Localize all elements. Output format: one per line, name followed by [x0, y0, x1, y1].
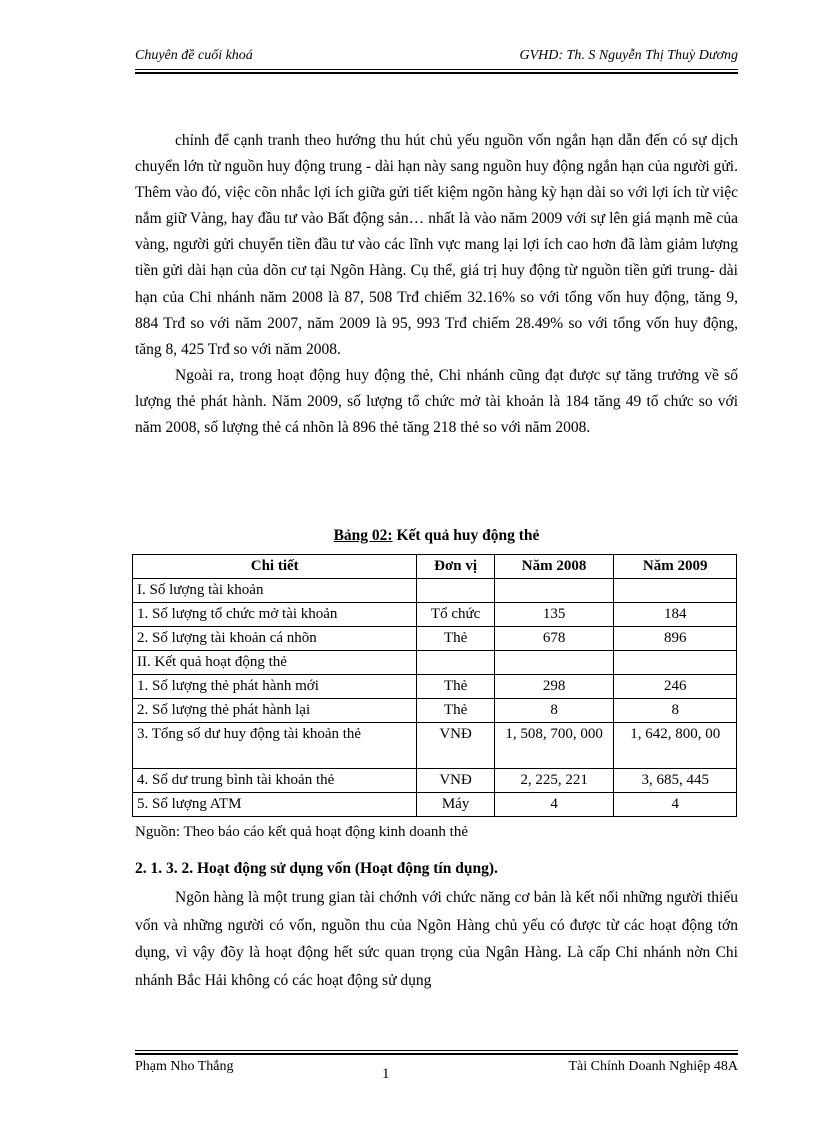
table-label: Bảng 02:	[333, 527, 393, 544]
value-2008: 678	[494, 627, 614, 651]
page-header	[135, 48, 738, 68]
column-header: Năm 2009	[614, 555, 737, 579]
value-2009: 4	[614, 793, 737, 817]
value-2008	[494, 651, 614, 675]
table-row	[133, 699, 737, 723]
unit-cell: Thẻ	[417, 699, 494, 723]
row-label: 1. Số lượng thẻ phát hành mới	[133, 675, 417, 699]
paragraph: Ngoài ra, trong hoạt động huy động thẻ, Chi nhánh cũng đạt được sự tăng trưởng về số lượng thẻ phát hành. Năm 2009, số lượng tổ chức mở tài khoản là 184 tăng 49 tổ chức so với năm 2008, số lượng thẻ cá nhõn là 896 thẻ tăng 218 thẻ so với năm 2008.	[135, 366, 738, 437]
unit-cell: Máy	[417, 793, 494, 817]
column-header: Chi tiết	[133, 555, 417, 579]
value-2008	[494, 579, 614, 603]
table-row	[133, 651, 737, 675]
row-label: 2. Số lượng tài khoản cá nhõn	[133, 627, 417, 651]
page-number: 1	[382, 1066, 390, 1082]
table-row	[133, 793, 737, 817]
row-label: 4. Số dư trung bình tài khoản thẻ	[133, 769, 417, 793]
value-2009: 184	[614, 603, 737, 627]
value-2008: 2, 225, 221	[494, 769, 614, 793]
table-caption: Kết quả huy động thẻ	[392, 527, 540, 544]
value-2008: 1, 508, 700, 000	[494, 723, 614, 769]
paragraph: Ngõn hàng là một trung gian tài chớnh với chức năng cơ bản là kết nối những người thiếu vốn và những người có vốn, nguồn thu của Ngõn Hàng chủ yếu có được từ các hoạt động tớn dụng, vì vậy đõy là hoạt động hết sức quan trọng của Ngân Hàng. Là cấp Chi nhánh nờn Chi nhánh Bắc Hải không có các hoạt động sử dụng	[135, 889, 738, 989]
value-2009: 246	[614, 675, 737, 699]
value-2008: 4	[494, 793, 614, 817]
body-text	[135, 128, 738, 441]
table-source: Nguồn: Theo báo cáo kết quả hoạt động kinh doanh thẻ	[135, 824, 468, 840]
table-row	[133, 627, 737, 651]
row-label: 1. Số lượng tổ chức mở tài khoản	[133, 603, 417, 627]
footer-author: Phạm Nho Thắng	[135, 1059, 234, 1074]
row-label: 5. Số lượng ATM	[133, 793, 417, 817]
section-body	[135, 884, 738, 994]
value-2009: 1, 642, 800, 00	[614, 723, 737, 769]
unit-cell: Thẻ	[417, 675, 494, 699]
row-label: 3. Tổng số dư huy động tài khoản thẻ	[133, 723, 417, 769]
value-2009: 896	[614, 627, 737, 651]
value-2009	[614, 579, 737, 603]
value-2008: 298	[494, 675, 614, 699]
row-label: 2. Số lượng thẻ phát hành lại	[133, 699, 417, 723]
value-2009: 8	[614, 699, 737, 723]
unit-cell: Tổ chức	[417, 603, 494, 627]
section-heading: 2. 1. 3. 2. Hoạt động sử dụng vốn (Hoạt động tín dụng).	[135, 860, 498, 877]
table-row	[133, 675, 737, 699]
unit-cell	[417, 651, 494, 675]
row-label: I. Số lượng tài khoản	[133, 579, 417, 603]
card-results-table	[132, 554, 737, 817]
value-2009	[614, 651, 737, 675]
header-advisor: GVHD: Th. S Nguyễn Thị Thuỳ Dương	[519, 48, 738, 63]
table-row	[133, 579, 737, 603]
footer-rule-thin	[135, 1050, 738, 1051]
footer-rule-thick	[135, 1053, 738, 1055]
table-row	[133, 603, 737, 627]
column-header: Đơn vị	[417, 555, 494, 579]
table-header-row	[133, 555, 737, 579]
unit-cell: VNĐ	[417, 723, 494, 769]
paragraph: chỉnh để cạnh tranh theo hướng thu hút chủ yếu nguồn vốn ngắn hạn dẫn đến có sự dịch chuyển lớn từ nguồn huy động trung - dài hạn này sang nguồn huy động ngắn hạn của người gửi. Thêm vào đó, việc cõn nhắc lợi ích giữa gửi tiết kiệm ngõn hàng kỳ hạn dài so với lợi ích từ việc nắm giữ Vàng, hay đầu tư vào Bất động sản… nhất là vào năm 2009 với sự lên giá mạnh mẽ của vàng, người gửi chuyển tiền đầu tư vào các lĩnh vực mang lại lợi ích cao hơn đã làm giảm lượng tiền gửi dài hạn của dõn cư tại Ngõn Hàng. Cụ thể, giá trị huy động từ nguồn tiền gửi trung- dài hạn của Chi nhánh năm 2008 là 87, 508 Trđ chiếm 32.16% so với tổng vốn huy động, tăng 9, 884 Trđ so với năm 2007, năm 2009 là 95, 993 Trđ chiếm 28.49% so với tổng vốn huy động, tăng 8, 425 Trđ so với năm 2008.	[135, 132, 738, 358]
table-title	[135, 527, 738, 545]
value-2008: 135	[494, 603, 614, 627]
header-rule-thin	[135, 69, 738, 70]
value-2009: 3, 685, 445	[614, 769, 737, 793]
row-label: II. Kết quả hoạt động thẻ	[133, 651, 417, 675]
unit-cell	[417, 579, 494, 603]
header-rule-thick	[135, 72, 738, 74]
unit-cell: Thẻ	[417, 627, 494, 651]
value-2008: 8	[494, 699, 614, 723]
column-header: Năm 2008	[494, 555, 614, 579]
table-row	[133, 769, 737, 793]
footer-department: Tài Chính Doanh Nghiệp 48A	[568, 1059, 738, 1074]
table-row	[133, 723, 737, 769]
header-title: Chuyên đề cuối khoá	[135, 48, 253, 63]
unit-cell: VNĐ	[417, 769, 494, 793]
